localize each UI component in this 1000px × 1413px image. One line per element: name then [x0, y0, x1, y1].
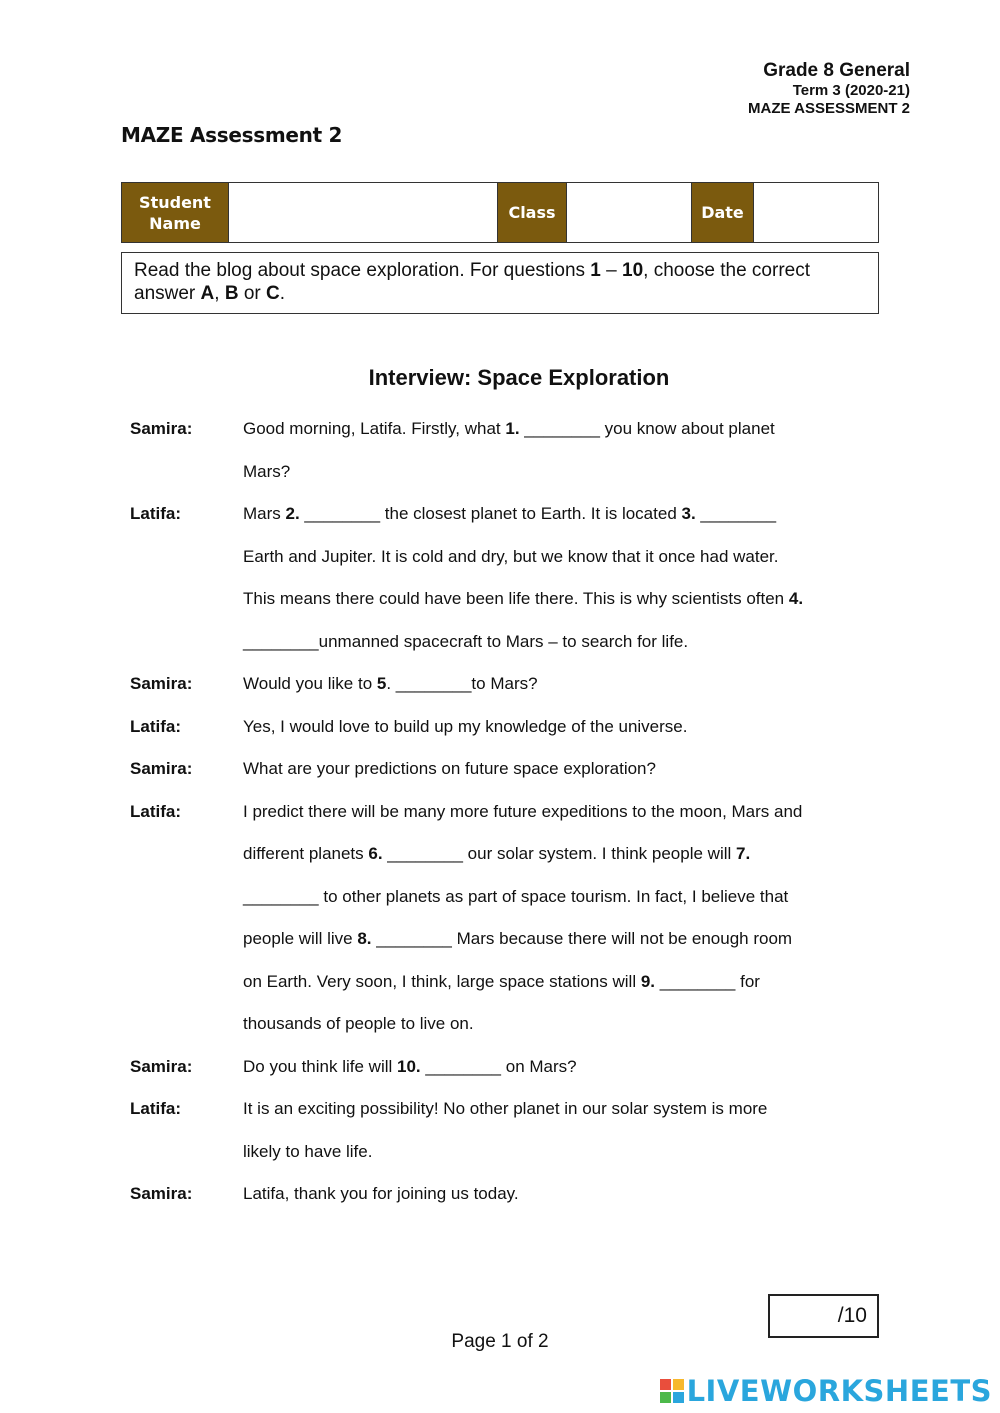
speaker-name: Samira: — [130, 759, 193, 778]
grade-label: Grade 8 General — [763, 60, 910, 81]
speech-fragment: Do you think life will — [243, 1056, 398, 1076]
assessment-label: MAZE ASSESSMENT 2 — [748, 100, 910, 117]
speech-text — [243, 408, 860, 493]
speech-fragment: on Earth. Very soon, I think, large space stations will — [243, 971, 641, 991]
speech-fragment: Mars? — [243, 461, 291, 481]
liveworksheets-brand — [660, 1374, 992, 1408]
dialogue-turn — [130, 1088, 860, 1173]
speech-line — [243, 451, 860, 494]
speech-fragment: Earth and Jupiter. It is cold and dry, but we know that it once had water. — [243, 546, 779, 566]
speech-fragment: This means there could have been life there. This is why scientists often — [243, 589, 789, 608]
instruction-text: , choose the correct — [643, 260, 811, 281]
speech-fragment: ________unmanned spacecraft to Mars – to search for life. — [243, 631, 689, 651]
speech-fragment: ________ Mars because there will not be enough room — [371, 929, 793, 948]
speech-line — [243, 1003, 860, 1046]
logo-tile — [673, 1379, 684, 1390]
section-title: Interview: Space Exploration — [368, 365, 670, 390]
question-number: 2. — [285, 504, 300, 523]
option-c: C — [266, 283, 280, 304]
question-range-end: 10 — [622, 260, 644, 281]
header-info — [748, 60, 910, 118]
class-label: Class — [498, 183, 567, 242]
page-number: Page 1 of 2 — [451, 1331, 549, 1352]
speech-line — [243, 493, 860, 536]
speech-fragment: ________ to other planets as part of space tourism. In fact, I believe that — [243, 886, 789, 906]
dialogue-turn — [130, 1046, 860, 1089]
speech-fragment: ________ our solar system. I think people will — [382, 844, 736, 863]
dialogue-turn — [130, 663, 860, 706]
question-number: 1. — [505, 419, 520, 438]
speech-fragment: Mars — [243, 504, 286, 523]
speech-line — [243, 621, 860, 664]
speaker-name: Latifa: — [130, 801, 181, 821]
speech-text — [243, 1173, 860, 1216]
speaker-name: Latifa: — [130, 1099, 181, 1118]
question-number: 4. — [788, 589, 804, 608]
speech-text — [243, 706, 860, 749]
speech-line — [243, 748, 860, 791]
date-field[interactable] — [754, 183, 878, 242]
dialogue-turn — [130, 408, 860, 493]
speech-fragment: It is an exciting possibility! No other planet in our solar system is more — [243, 1099, 768, 1118]
question-number: 7. — [736, 844, 751, 863]
instruction-dash: – — [600, 260, 622, 281]
speech-fragment: Yes, I would love to build up my knowledge of the universe. — [243, 716, 688, 736]
speech-line — [243, 663, 860, 706]
speech-line — [243, 876, 860, 919]
speech-text — [243, 493, 860, 663]
score-box: /10 — [768, 1294, 879, 1338]
speech-line — [243, 791, 860, 834]
instruction-period: . — [279, 283, 286, 304]
speech-fragment: Good morning, Latifa. Firstly, what — [243, 419, 506, 438]
speech-line — [243, 1173, 860, 1216]
speech-line — [243, 536, 860, 579]
speech-fragment: Latifa, thank you for joining us today. — [243, 1184, 519, 1203]
option-b: B — [224, 283, 239, 304]
speech-text — [243, 791, 860, 1046]
dialogue-turn — [130, 748, 860, 791]
question-number: 5 — [376, 674, 387, 693]
speech-line — [243, 578, 860, 621]
class-field[interactable] — [567, 183, 692, 242]
speech-fragment: ________ the closest planet to Earth. It is located — [299, 504, 682, 523]
speech-fragment: Would you like to — [243, 674, 377, 693]
speech-line — [243, 1046, 860, 1089]
instructions-box — [121, 252, 879, 314]
speech-fragment: I predict there will be many more future expeditions to the moon, Mars and — [243, 801, 803, 821]
liveworksheets-logo-icon — [660, 1379, 684, 1403]
question-number: 3. — [681, 504, 696, 523]
question-range-start: 1 — [590, 260, 601, 281]
date-label: Date — [692, 183, 754, 242]
instruction-comma: , — [214, 283, 225, 304]
speech-text — [243, 1046, 860, 1089]
question-number: 6. — [368, 844, 383, 863]
document-title: MAZE Assessment 2 — [121, 123, 343, 147]
speech-line — [243, 1131, 860, 1174]
speech-line — [243, 706, 860, 749]
logo-tile — [660, 1392, 671, 1403]
speech-fragment: likely to have life. — [243, 1141, 373, 1161]
instruction-text: Read the blog about space exploration. For questions — [134, 260, 591, 281]
speech-line — [243, 833, 860, 876]
speech-fragment: different planets — [243, 844, 369, 863]
instruction-text: answer — [134, 283, 201, 304]
logo-tile — [660, 1379, 671, 1390]
speaker-name: Samira: — [130, 1184, 193, 1203]
speaker-name: Samira: — [130, 674, 193, 693]
speaker-name: Latifa: — [130, 716, 181, 736]
student-name-label: Student Name — [122, 183, 229, 242]
term-label: Term 3 (2020-21) — [792, 82, 910, 99]
dialogue-turn — [130, 791, 860, 1046]
speech-fragment: ________ you know about planet — [519, 419, 775, 438]
speaker-name: Latifa: — [130, 504, 181, 523]
speech-fragment: ________ — [695, 504, 777, 523]
speech-fragment: What are your predictions on future space exploration? — [243, 759, 656, 778]
student-name-field[interactable] — [229, 183, 498, 242]
option-a: A — [200, 283, 215, 304]
speech-line — [243, 918, 860, 961]
question-number: 8. — [357, 929, 372, 948]
speech-fragment: ________ for — [655, 971, 760, 991]
logo-tile — [673, 1392, 684, 1403]
question-number: 9. — [640, 971, 656, 991]
dialogue-turn — [130, 1173, 860, 1216]
speech-fragment: thousands of people to live on. — [243, 1014, 474, 1033]
dialogue-turn — [130, 706, 860, 749]
speaker-name: Samira: — [130, 419, 193, 438]
speech-line — [243, 408, 860, 451]
student-info-table — [121, 182, 879, 243]
interview-dialogue — [130, 408, 860, 1216]
speech-text — [243, 663, 860, 706]
speech-line — [243, 961, 860, 1004]
speech-fragment: people will live — [243, 929, 358, 948]
speaker-name: Samira: — [130, 1056, 193, 1076]
speech-text — [243, 1088, 860, 1173]
speech-fragment: . ________to Mars? — [386, 674, 538, 693]
speech-fragment: ________ on Mars? — [420, 1056, 577, 1076]
dialogue-turn — [130, 493, 860, 663]
instruction-or: or — [238, 283, 267, 304]
brand-wordmark: LIVEWORKSHEETS — [686, 1374, 992, 1408]
question-number: 10. — [397, 1056, 421, 1076]
speech-line — [243, 1088, 860, 1131]
speech-text — [243, 748, 860, 791]
